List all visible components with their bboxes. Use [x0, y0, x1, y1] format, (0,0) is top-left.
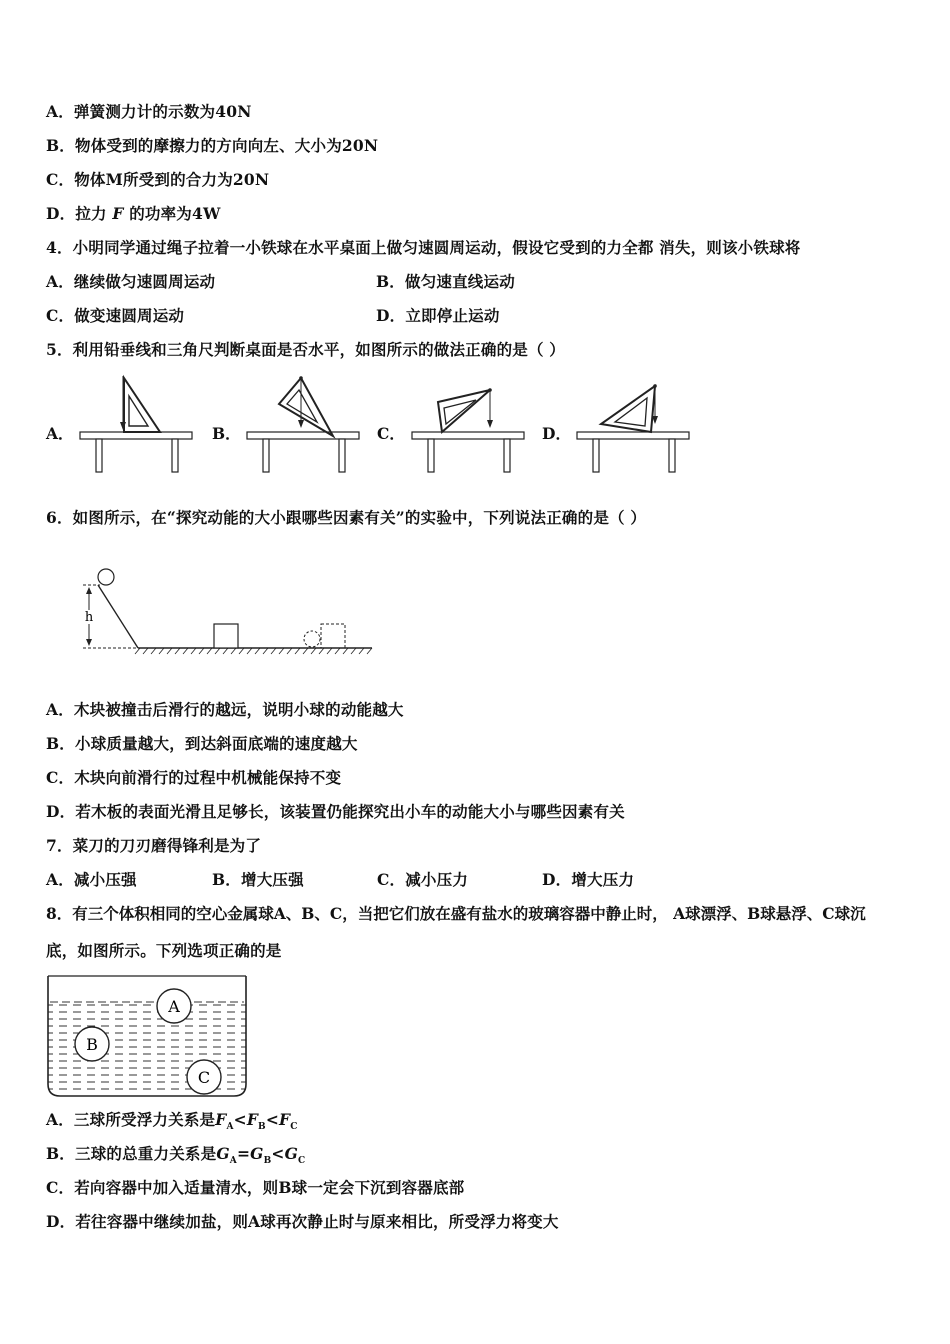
q5-figure-a — [76, 370, 200, 476]
q6-option-b: B．小球质量越大，到达斜面底端的速度越大 — [46, 734, 358, 753]
q5-label-a: A． — [46, 424, 74, 443]
q8-stem-line1: 8．有三个体积相同的空心金属球A、B、C，当把它们放在盛有盐水的玻璃容器中静止时， A球漂浮、B球悬浮、C球沉 — [46, 904, 866, 923]
q8-option-a-prefix: A．三球所受浮力关系是 — [46, 1110, 216, 1129]
q8-option-b — [46, 1144, 305, 1171]
q7-stem: 7．菜刀的刀刃磨得锋利是为了 — [46, 836, 262, 855]
q6-stem: 6．如图所示，在“探究动能的大小跟哪些因素有关”的实验中，下列说法正确的是（ ） — [46, 508, 647, 527]
q8-option-b-prefix: B．三球的总重力关系是 — [46, 1144, 217, 1163]
q8-lt-3: < — [271, 1144, 285, 1163]
q8-figure-container — [44, 974, 252, 1100]
q8-ga-symbol: G — [216, 1144, 230, 1163]
q8-ball-a-label: A — [168, 997, 180, 1016]
q8-option-d: D．若往容器中继续加盐，则A球再次静止时与原来相比，所受浮力将变大 — [46, 1212, 559, 1231]
q8-gc-symbol: G — [284, 1144, 298, 1163]
q8-fa-symbol: F — [215, 1110, 227, 1129]
q6-wood-block-dashed — [321, 624, 345, 648]
q8-option-c: C．若向容器中加入适量清水，则B球一定会下沉到容器底部 — [46, 1178, 465, 1197]
q5-label-d: D． — [542, 424, 571, 443]
q5-label-c: C． — [377, 424, 405, 443]
q5-figure-b — [243, 372, 367, 478]
q4-option-b: B．做匀速直线运动 — [376, 272, 515, 291]
q5-label-b: B． — [212, 424, 241, 443]
q4-stem: 4．小明同学通过绳子拉着一小铁球在水平桌面上做匀速圆周运动，假设它受到的力全都 消失，则该小铁球将 — [46, 238, 801, 257]
q6-height-label: h — [84, 610, 94, 625]
q8-fb-sub: B — [258, 1122, 266, 1133]
q8-fc-sub: C — [290, 1122, 298, 1133]
q4-option-d: D．立即停止运动 — [376, 306, 500, 325]
q6-wood-block — [214, 624, 238, 648]
q7-option-a: A．减小压强 — [46, 870, 137, 889]
q3-option-a: A．弹簧测力计的示数为40N — [46, 102, 252, 121]
q6-ball — [98, 569, 114, 585]
q8-gb-sub: B — [263, 1156, 272, 1167]
q6-figure-kinetic-energy — [80, 566, 380, 662]
q5-figure-d — [573, 372, 697, 478]
q6-option-a: A．木块被撞击后滑行的越远，说明小球的动能越大 — [46, 700, 404, 719]
q7-option-c: C．减小压力 — [377, 870, 469, 889]
q4-option-a: A．继续做匀速圆周运动 — [46, 272, 216, 291]
q8-stem-line2: 底，如图所示。下列选项正确的是 — [46, 941, 282, 960]
q8-eq: = — [236, 1144, 251, 1163]
q3-option-d — [46, 204, 221, 224]
q8-option-a — [46, 1110, 298, 1137]
q8-lt-1: < — [233, 1110, 247, 1129]
q3-option-d-suffix: 的功率为4W — [129, 204, 221, 223]
q5-stem: 5．利用铅垂线和三角尺判断桌面是否水平，如图所示的做法正确的是（ ） — [46, 340, 565, 359]
q8-ga-sub: A — [229, 1156, 237, 1167]
q8-lt-2: < — [265, 1110, 280, 1129]
q7-option-b: B．增大压强 — [212, 870, 304, 889]
q6-ball-dashed — [304, 631, 320, 647]
q4-option-c: C．做变速圆周运动 — [46, 306, 185, 325]
q8-gc-sub: C — [298, 1156, 306, 1167]
q3-option-c: C．物体M所受到的合力为20N — [46, 170, 270, 189]
q6-option-d: D．若木板的表面光滑且足够长，该装置仍能探究出小车的动能大小与哪些因素有关 — [46, 802, 625, 821]
q8-fb-symbol: F — [246, 1110, 259, 1129]
q3-option-b: B．物体受到的摩擦力的方向向左、大小为20N — [46, 136, 379, 155]
q5-figure-c — [408, 372, 532, 478]
q8-fc-symbol: F — [279, 1110, 291, 1129]
q8-ball-c-label: C — [197, 1068, 211, 1087]
q3-option-d-variable: F — [112, 204, 124, 223]
q6-option-c: C．木块向前滑行的过程中机械能保持不变 — [46, 768, 342, 787]
q8-ball-b-label: B — [86, 1035, 98, 1054]
q8-gb-symbol: G — [250, 1144, 264, 1163]
q3-option-d-prefix: D．拉力 — [46, 204, 107, 223]
q8-fa-sub: A — [226, 1122, 234, 1133]
q7-option-d: D．增大压力 — [542, 870, 635, 889]
